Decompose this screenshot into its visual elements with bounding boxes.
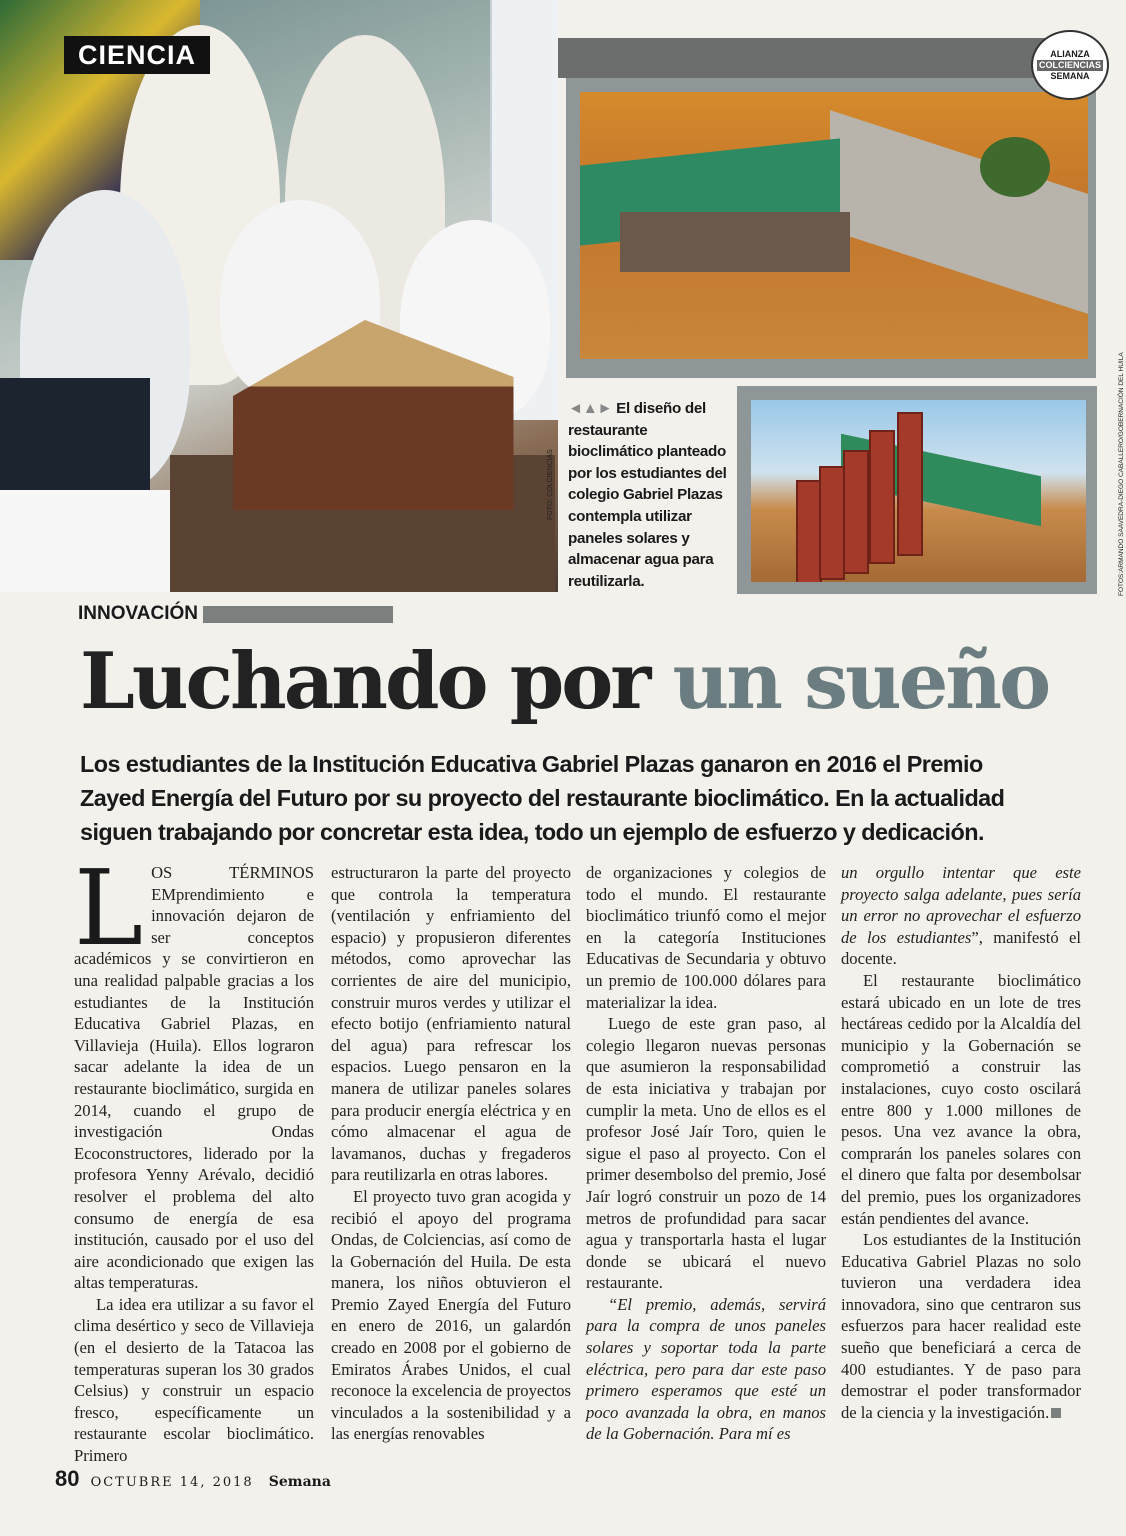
section-label: INNOVACIÓN	[78, 603, 198, 624]
article-column-4	[841, 862, 1081, 1423]
render-wall	[620, 212, 850, 272]
article-column-3	[586, 862, 826, 1445]
render-scene	[580, 92, 1088, 359]
main-photo	[0, 0, 558, 592]
caption-text: El diseño del restaurante bioclimático planteado por los estudiantes del colegio Gabriel Plazas contempla utilizar paneles solares y almacenar agua para reutilizarla.	[568, 400, 727, 590]
render-tower	[869, 430, 895, 564]
alliance-badge	[1031, 30, 1109, 100]
table-cloth	[0, 490, 180, 592]
header-band	[558, 38, 1086, 78]
lead-paragraph: Los estudiantes de la Institución Educativa Gabriel Plazas ganaron en 2016 el Premio Zayed Energía del Futuro por su proyecto del restaurante bioclimático. En la actualidad siguen trabajando por concretar esta idea, todo un ejemplo de esfuerzo y dedicación.	[80, 751, 1005, 845]
headline	[80, 632, 1048, 732]
quote-paragraph: “El premio, además, servirá para la compra de unos paneles solares y soportar toda la parte eléctrica, pero para dar este paso primero esperamos que esté un poco avanzada la obra, en manos de la Gobernación. Para mí es	[586, 1294, 826, 1444]
badge-line: SEMANA	[1050, 70, 1090, 81]
page-number: 80	[55, 1466, 80, 1491]
end-mark-icon	[1051, 1408, 1061, 1418]
quote-attribution: ”, manifestó el docente.	[841, 927, 1081, 969]
publication-name: Semana	[268, 1474, 331, 1490]
render-tower	[843, 450, 869, 574]
photo-credit: FOTO: COLCIENCIAS	[547, 449, 554, 520]
quote-text: un orgullo intentar que este proyecto salga adelante, pues sería un error no aprovechar el esfuerzo de los estudiantes	[841, 863, 1081, 947]
headline-light: un sueño	[672, 636, 1049, 727]
render-image-bottom	[737, 386, 1097, 594]
badge-line: ALIANZA	[1050, 48, 1090, 59]
render-scene	[751, 400, 1086, 582]
render-road	[830, 110, 1088, 314]
headline-dark: Luchando por	[80, 636, 649, 727]
render-tree	[980, 137, 1050, 197]
paragraph: OS TÉRMINOS EMprendimiento e innovación dejaron de ser conceptos académicos y se convirtieron en una realidad palpable gracias a los estudiantes de la Institución Educativa Gabriel Plazas, en Villavieja (Huila). Ellos lograron sacar adelante la idea de un restaurante bioclimático, surgida en 2014, cuando el grupo de investigación Ondas Ecoconstructores, liderado por la profesora Yenny Arévalo, decidió resolver el problema del alto consumo de energía de esa institución, causado por el uso del aire acondicionado que exigen las altas temperaturas.	[74, 863, 314, 1293]
caption-arrows-icon: ◄▲►	[568, 400, 613, 417]
paragraph: La idea era utilizar a su favor el clima desértico y seco de Villavieja (en el desierto de la Tatacoa las temperaturas superan los 30 grados Celsius) y construir un espacio fresco, específicamente un restaurante escolar bioclimático. Primero	[74, 1294, 314, 1466]
article-column-1	[74, 847, 314, 1467]
page-footer	[55, 1466, 331, 1492]
paragraph: de organizaciones y colegios de todo el mundo. El restaurante bioclimático triunfó como el mejor en la categoría Instituciones Educativas de Secundaria y obtuvo un premio de 100.000 dólares para materializar la idea.	[586, 863, 826, 1012]
article-column-2	[331, 862, 571, 1445]
issue-date: OCTUBRE 14, 2018	[90, 1475, 254, 1490]
paragraph: Luego de este gran paso, al colegio llegaron nuevas personas que asumieron la responsabilidad de esta iniciativa y trabajan por cumplir la meta. Uno de ellos es el profesor José Jaír Toro, quien le sigue el paso al proyecto. Con el primer desembolso del premio, José Jaír logró construir un pozo de 14 metros de profundidad para sacar agua y transportarla hasta el lugar donde se ubicará el nuevo restaurante.	[586, 1014, 826, 1293]
section-tag: CIENCIA	[64, 36, 210, 74]
render-tower	[897, 412, 923, 556]
render-image-top	[566, 78, 1096, 378]
badge-line: COLCIENCIAS	[1038, 59, 1101, 70]
render-tower	[819, 466, 845, 580]
section-bar	[203, 606, 393, 623]
paragraph: Los estudiantes de la Institución Educativa Gabriel Plazas no solo tuvieron una verdadera idea innovadora, sino que centraron sus esfuerzos para hacer realidad este sueño que beneficiará a cerca de 400 estudiantes. Y de paso para demostrar el poder transformador de la ciencia y la investigación.	[841, 1230, 1081, 1422]
photo-credit: FOTOS:ARMANDO SAAVEDRA-DIEGO CABALLERO/GOBERNACIÓN DEL HUILA	[1118, 352, 1125, 596]
paragraph: El proyecto tuvo gran acogida y recibió el apoyo del programa Ondas, de Colciencias, así como de la Gobernación del Huila. De esta manera, los niños obtuvieron el Premio Zayed Energía del Futuro en enero de 2016, un galardón creado en 2008 por el gobierno de Emiratos Árabes Unidos, el cual reconoce la excelencia de proyectos vinculados a la sostenibilidad y a las energías renovables	[331, 1186, 571, 1444]
paragraph: El restaurante bioclimático estará ubicado en un lote de tres hectáreas cedido por la Alcaldía del municipio y la Gobernación se comprometió a construir las instalaciones, cuyo costo oscilará entre 800 y 1.000 millones de pesos. Una vez avance la obra, comprarán los paneles solares con el dinero que falta por desembolsar del premio, pues los organizadores están pendientes del avance.	[841, 970, 1081, 1228]
paragraph: estructuraron la parte del proyecto que controla la temperatura (ventilación y enfriamiento del espacio) y propusieron diferentes métodos, como aprovechar las corrientes de aire del municipio, construir muros verdes y utilizar el efecto botijo (enfriamiento natural del agua) para refrescar los espacios. Luego pensaron en la manera de utilizar paneles solares para producir energía eléctrica y en cómo almacenar el agua de lavamanos, duchas y fregaderos para reutilizarla en otras labores.	[331, 863, 571, 1185]
laptop	[0, 378, 150, 498]
photo-caption	[568, 398, 733, 592]
drop-cap: L	[74, 847, 144, 969]
